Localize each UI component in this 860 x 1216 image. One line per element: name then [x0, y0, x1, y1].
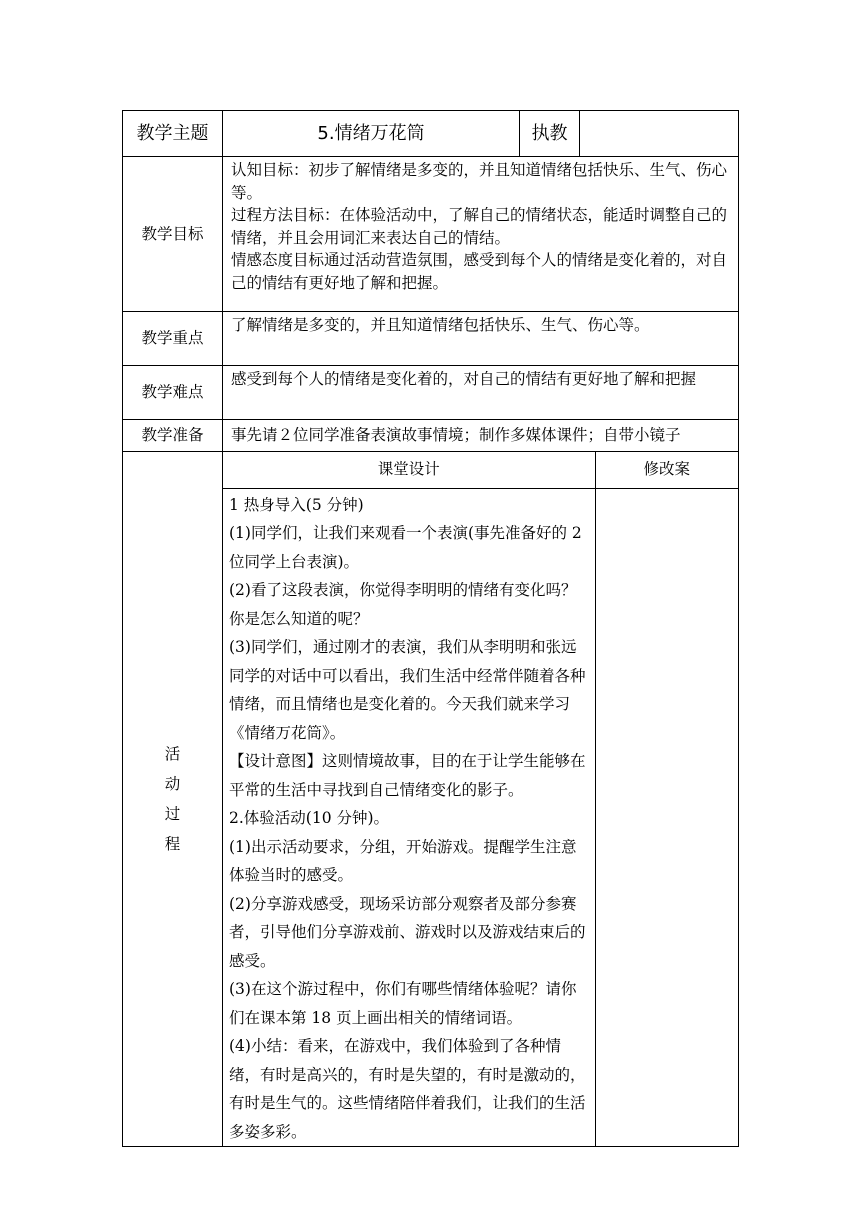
activity-label-char-4: 程	[164, 835, 181, 853]
goals-label: 教学目标	[123, 157, 223, 312]
goal-attitude: 情感态度目标通过活动营造氛围，感受到每个人的情绪是变化着的，对自己的情结有更好地了解和把握。	[231, 251, 728, 292]
difficulties-label: 教学难点	[123, 366, 223, 420]
activity-inner-table	[223, 452, 738, 1146]
row-key-points	[123, 312, 739, 366]
design-paragraph: 1 热身导入(5 分钟)	[229, 495, 364, 514]
teacher-value	[580, 111, 739, 157]
design-paragraph: (3)在这个游过程中，你们有哪些情绪体验呢？请你们在课本第 18 页上画出相关的情绪词语。	[229, 980, 577, 1027]
revision-content	[595, 488, 738, 1146]
row-goals	[123, 157, 739, 312]
key-points-label: 教学重点	[123, 312, 223, 366]
design-paragraph: (2)看了这段表演，你觉得李明明的情绪有变化吗？你是怎么知道的呢？	[229, 581, 577, 628]
difficulties-text: 感受到每个人的情绪是变化着的，对自己的情结有更好地了解和把握	[223, 366, 739, 420]
activity-header-row	[223, 452, 738, 488]
revision-header: 修改案	[595, 452, 738, 488]
preparation-label: 教学准备	[123, 420, 223, 452]
activity-content	[223, 452, 739, 1147]
activity-label-char-1: 活	[164, 745, 181, 763]
goals-content	[223, 157, 739, 312]
activity-label	[123, 452, 223, 1147]
row-theme	[123, 111, 739, 157]
design-paragraph: (3)同学们，通过刚才的表演，我们从李明明和张远同学的对话中可以看出，我们生活中经常伴随着各种情绪，而且情绪也是变化着的。今天我们就来学习《情绪万花筒》。	[229, 638, 586, 742]
design-paragraph: 2.体验活动(10 分钟)。	[229, 809, 390, 827]
goal-cognitive: 认知目标：初步了解情绪是多变的，并且知道情绪包括快乐、生气、伤心等。	[231, 161, 728, 202]
activity-label-char-3: 过	[164, 805, 181, 823]
theme-label: 教学主题	[123, 111, 223, 157]
row-preparation	[123, 420, 739, 452]
design-paragraph: (1)同学们，让我们来观看一个表演(事先准备好的 2 位同学上台表演)。	[229, 524, 582, 571]
goal-process: 过程方法目标：在体验活动中，了解自己的情绪状态，能适时调整自己的情绪，并且会用词汇来表达自己的情结。	[231, 206, 728, 247]
design-paragraph: (2)分享游戏感受，现场采访部分观察者及部分参赛者，引导他们分享游戏前、游戏时以及游戏结束后的感受。	[229, 894, 586, 970]
row-difficulties	[123, 366, 739, 420]
theme-value: 5.情绪万花筒	[223, 111, 520, 157]
activity-body-row	[223, 488, 738, 1146]
teacher-label: 执教	[520, 111, 580, 157]
activity-label-char-2: 动	[164, 775, 181, 793]
design-paragraph: (1)出示活动要求，分组，开始游戏。提醒学生注意体验当时的感受。	[229, 837, 577, 884]
design-content	[223, 488, 595, 1146]
lesson-plan-table	[122, 110, 739, 1147]
preparation-text: 事先请２位同学准备表演故事情境；制作多媒体课件；自带小镜子	[223, 420, 739, 452]
design-intent-paragraph: 【设计意图】这则情境故事，目的在于让学生能够在平常的生活中寻找到自己情绪变化的影子。	[229, 752, 586, 799]
row-activity	[123, 452, 739, 1147]
key-points-text: 了解情绪是多变的，并且知道情绪包括快乐、生气、伤心等。	[223, 312, 739, 366]
design-paragraph: (4)小结：看来，在游戏中，我们体验到了各种情绪，有时是高兴的，有时是失望的，有时是激动的，有时是生气的。这些情绪陪伴着我们，让我们的生活多姿多彩。	[229, 1037, 586, 1141]
design-header: 课堂设计	[223, 452, 595, 488]
